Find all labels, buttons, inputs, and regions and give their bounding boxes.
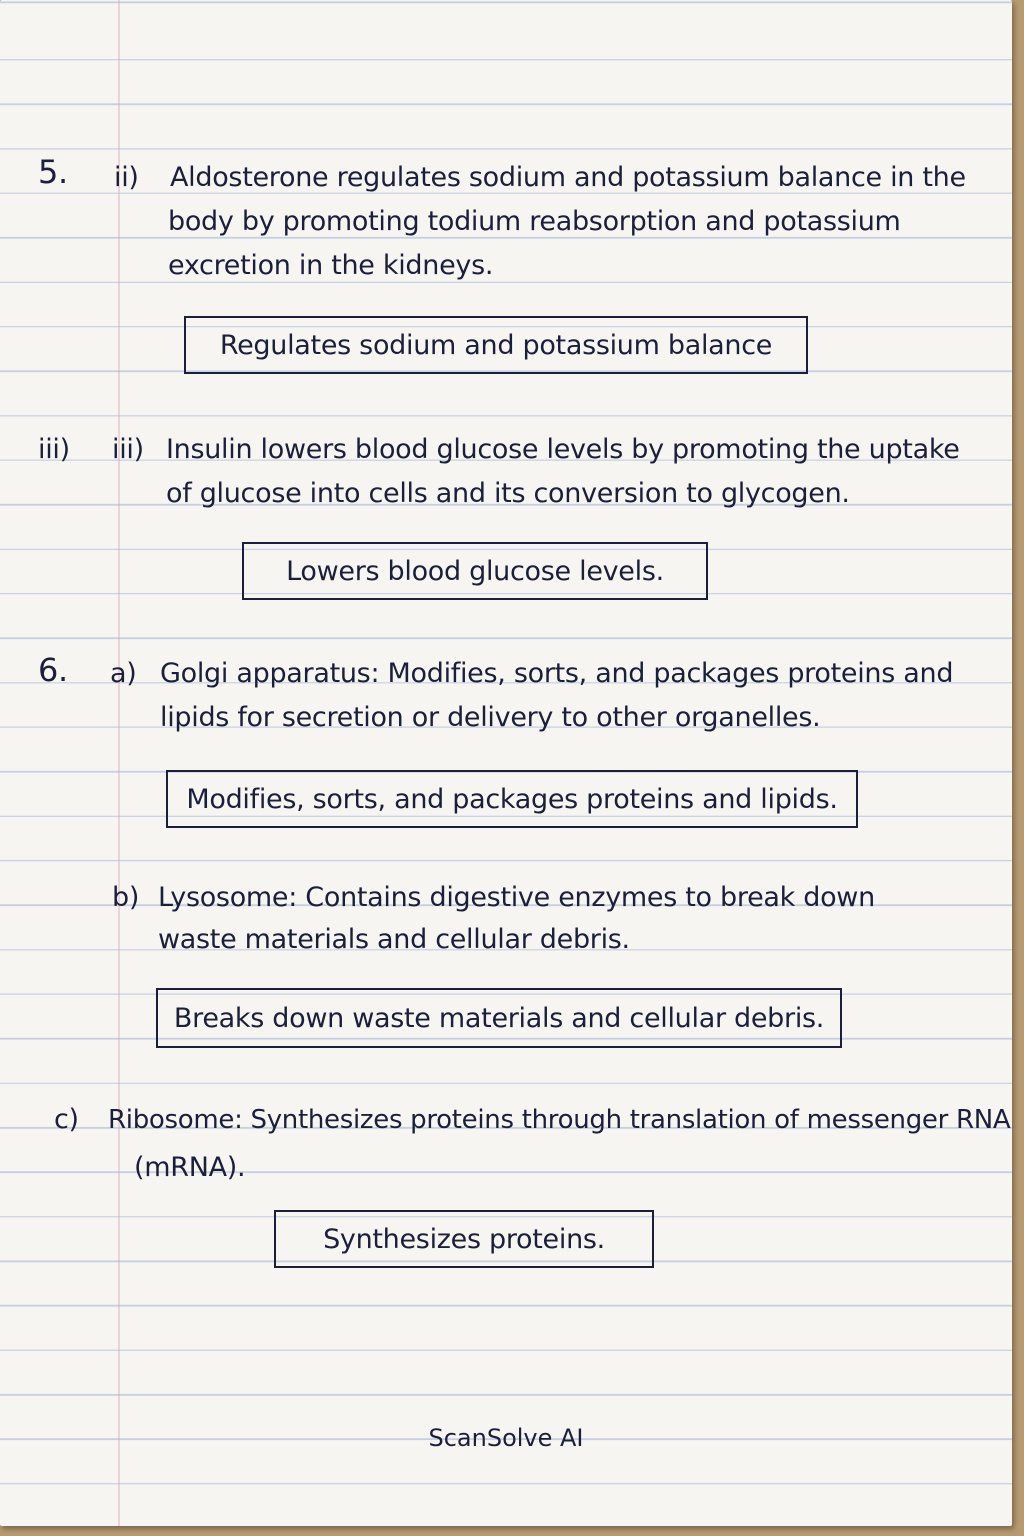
q6-b-label: b) [112,882,140,913]
margin-line [118,0,120,1526]
q6-c-label: c) [54,1104,79,1135]
q6-b-line-2: waste materials and cellular debris. [158,924,630,955]
q6-a-line-2: lipids for secretion or delivery to other organelles. [160,702,821,733]
question-5-number: 5. [38,153,68,191]
q6-a-answer-box: Modifies, sorts, and packages proteins and lipids. [166,770,858,828]
q5-ii-label: ii) [114,162,139,193]
q5-ii-answer-box: Regulates sodium and potassium balance [184,316,808,374]
q5-iii-answer-box: Lowers blood glucose levels. [242,542,708,600]
question-6-number: 6. [38,651,68,689]
q6-b-answer-box: Breaks down waste materials and cellular debris. [156,988,842,1048]
q5-ii-line-2: body by promoting todium reabsorption and potassium [168,206,901,237]
q6-c-line-1: Ribosome: Synthesizes proteins through translation of messenger RNA [108,1105,1011,1135]
q6-a-line-1: Golgi apparatus: Modifies, sorts, and packages proteins and [160,658,954,689]
q6-a-label: a) [110,658,137,689]
q5-iii-line-2: of glucose into cells and its conversion to glycogen. [166,478,850,509]
q5-ii-line-1: Aldosterone regulates sodium and potassium balance in the [170,162,966,193]
q5-iii-outer-label: iii) [38,434,70,465]
q6-b-line-1: Lysosome: Contains digestive enzymes to break down [158,882,875,913]
q5-iii-line-1: Insulin lowers blood glucose levels by promoting the uptake [166,434,960,465]
q5-iii-label: iii) [112,434,144,465]
q6-c-answer-box: Synthesizes proteins. [274,1210,654,1268]
q5-ii-line-3: excretion in the kidneys. [168,250,494,281]
q6-c-line-2: (mRNA). [134,1152,246,1183]
footer-brand: ScanSolve AI [428,1424,584,1452]
